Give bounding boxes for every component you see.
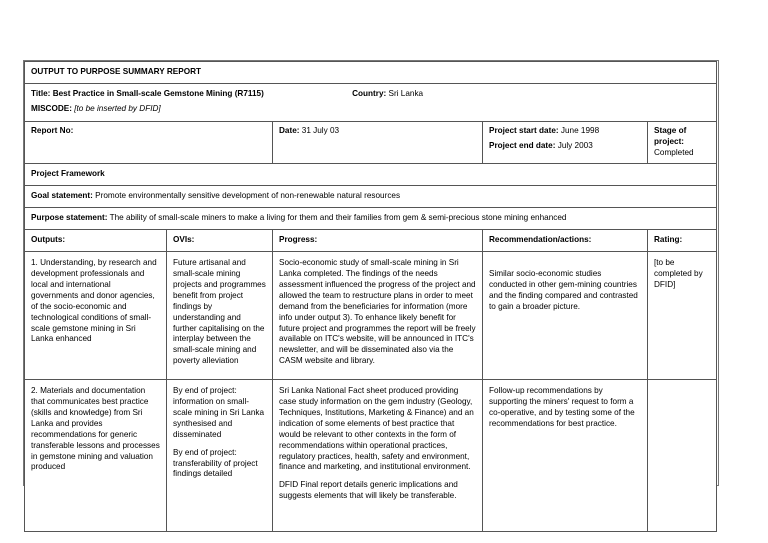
output-1-progress — [273, 252, 483, 380]
title-line — [31, 89, 710, 100]
stage-value: Completed — [654, 147, 694, 157]
report-no-label: Report No: — [31, 125, 74, 135]
output-1-ovis: Future artisanal and small-scale mining projects and programmes benefit from project findings by understanding and further capitalising on the interplay between the small-scale mining and poverty alleviation — [167, 252, 273, 380]
project-start-line — [489, 126, 641, 137]
goal-statement-value: Promote environmentally sensitive development of non-renewable natural resources — [95, 191, 401, 201]
output-1-progress-paragraph: Socio-economic study of small-scale mining in Sri Lanka completed. The findings of the needs assessment influenced the progress of the project and allowed the team to restructure plans in order to meet demand from the beneficiaries for information (more info under output 3). To enhance likely benefit for future project and programmes the report will be freely available on ITC's website, will be announced in ITC's newsletter, and will be disseminated also via the CASM website and library. — [279, 258, 476, 366]
stage-label: Stage of project: — [654, 125, 687, 146]
report-banner-row — [25, 62, 717, 84]
output-2-ovis — [167, 380, 273, 532]
project-start-label: Project start date: — [489, 125, 559, 135]
purpose-statement-cell — [25, 208, 717, 230]
project-end-value: July 2003 — [557, 140, 593, 150]
output-2-ovis-paragraph-2: By end of project: transferability of project findings detailed — [173, 447, 258, 479]
column-header-rating: Rating: — [648, 230, 717, 252]
column-header-outputs: Outputs: — [25, 230, 167, 252]
miscode-label: MISCODE: — [31, 103, 72, 113]
date-cell — [273, 121, 483, 164]
project-end-line — [489, 141, 641, 152]
output-2-rating — [648, 380, 717, 532]
output-1-recommendations: Similar socio-economic studies conducted in other gem-mining countries and the finding compared and contrasted to gain a broader picture. — [483, 252, 648, 380]
purpose-statement-value: The ability of small-scale miners to make a living for them and their families from gem & semi-precious stone mining enhanced — [109, 213, 567, 223]
output-2-ovis-paragraph-1: By end of project: information on small-scale mining in Sri Lanka synthesised and disseminated — [173, 386, 265, 439]
project-end-label: Project end date: — [489, 140, 556, 150]
purpose-statement-label: Purpose statement: — [31, 213, 108, 223]
output-2-progress-paragraph-1: Sri Lanka National Fact sheet produced providing case study information on the gem industry (Geology, Techniques, Institutions, Marketing & Finance) and an indication of some elements of best practice that would be relevant to other contexts in the form of recommendations within operational practices, regulatory practices, health, safety and environment, finance and marketing, and institutional environment. — [279, 386, 474, 472]
output-2-progress — [273, 380, 483, 532]
project-framework-row — [25, 164, 717, 186]
table-header-row — [25, 230, 717, 252]
goal-statement-cell — [25, 186, 717, 208]
title-label: Title: — [31, 88, 51, 98]
table-row — [25, 252, 717, 380]
project-framework-heading: Project Framework — [25, 164, 717, 186]
project-dates-cell — [483, 121, 648, 164]
goal-statement-label: Goal statement: — [31, 191, 93, 201]
report-no-cell — [25, 121, 273, 164]
date-value: 31 July 03 — [301, 125, 340, 135]
output-1-rating: [to be completed by DFID] — [648, 252, 717, 380]
output-to-purpose-summary-report-table — [24, 61, 717, 532]
report-meta-row — [25, 121, 717, 164]
title-row — [25, 83, 717, 121]
goal-statement-row — [25, 186, 717, 208]
column-header-ovis: OVIs: — [167, 230, 273, 252]
output-1-outputs: 1. Understanding, by research and development professionals and local and international governments and donor agencies, of the socio-economic and technological conditions of small-scale gemstone mining in Sri Lanka enhanced — [25, 252, 167, 380]
title-cell — [25, 83, 717, 121]
table-row — [25, 380, 717, 532]
output-2-recommendations: Follow-up recommendations by supporting the miners' request to form a co-operative, and by testing some of the recommendations for best practice. — [483, 380, 648, 532]
country-label: Country: — [352, 88, 387, 98]
country-group — [352, 89, 423, 100]
purpose-statement-row — [25, 208, 717, 230]
title-value: Best Practice in Small-scale Gemstone Mining (R7115) — [52, 88, 264, 98]
column-header-recommendations: Recommendation/actions: — [483, 230, 648, 252]
report-banner-title: OUTPUT TO PURPOSE SUMMARY REPORT — [25, 62, 717, 84]
miscode-line — [31, 104, 710, 115]
project-start-value: June 1998 — [560, 125, 600, 135]
output-2-outputs: 2. Materials and documentation that communicates best practice (skills and knowledge) from Sri Lanka and provides recommendations for generic transferable lessons and processes in gemstone mining and valuation produced — [25, 380, 167, 532]
miscode-value: [to be inserted by DFID] — [74, 103, 161, 113]
column-header-progress: Progress: — [273, 230, 483, 252]
stage-cell — [648, 121, 717, 164]
output-2-progress-paragraph-2: DFID Final report details generic implications and suggests elements that will likely be transferable. — [279, 480, 458, 501]
date-label: Date: — [279, 125, 300, 135]
country-value: Sri Lanka — [388, 88, 424, 98]
